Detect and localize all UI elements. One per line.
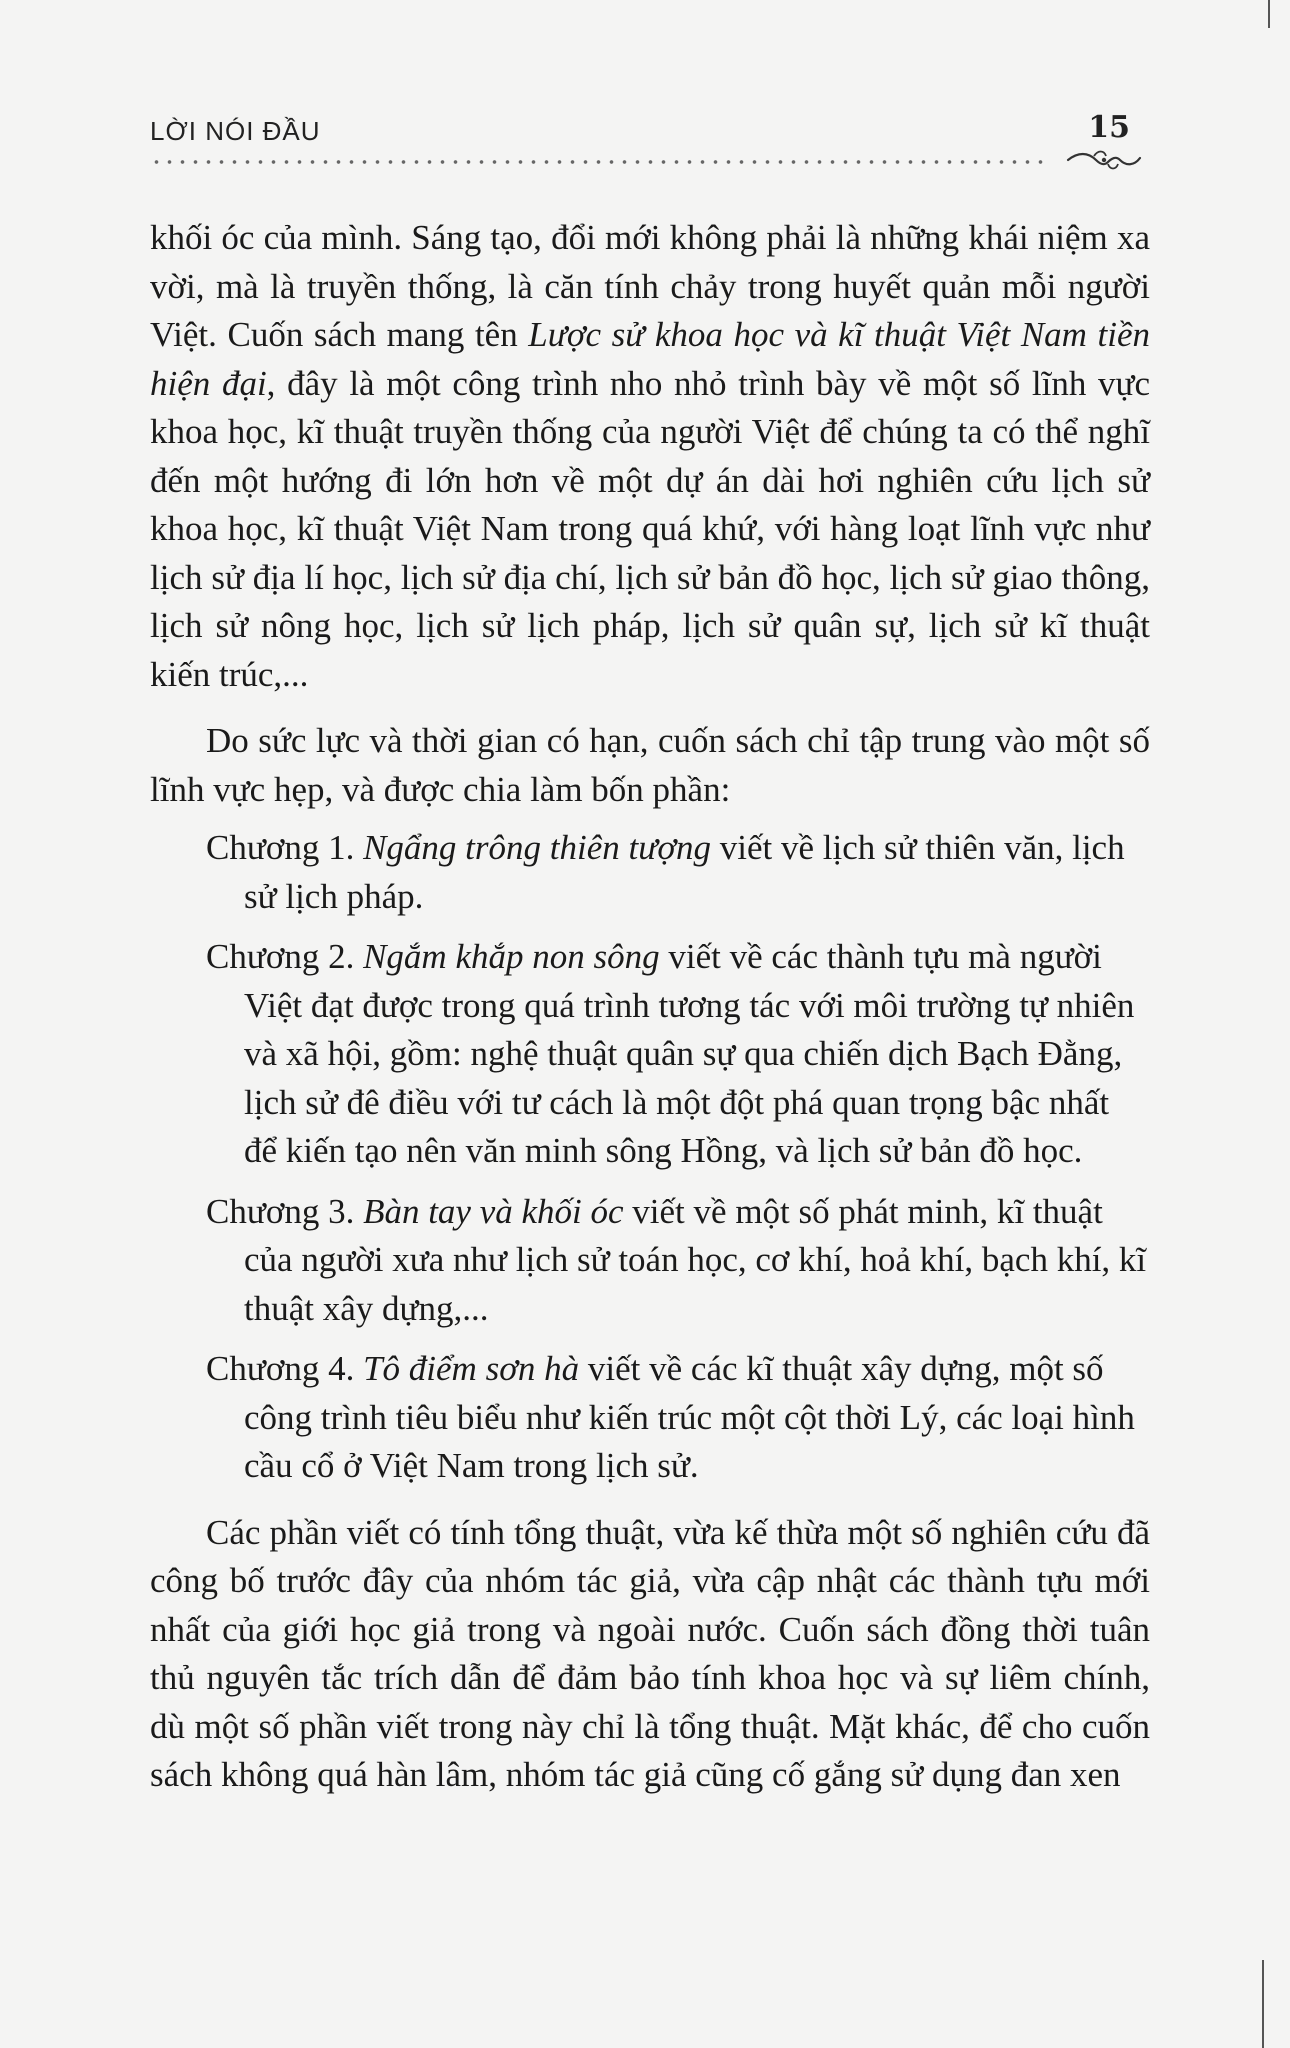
chapter-3-title: Bàn tay và khối óc [363, 1191, 624, 1231]
chapter-1-item: Chương 1. Ngẩng trông thiên tượng viết về lịch sử thiên văn, lịch sử lịch pháp. [206, 828, 1125, 916]
chapter-1-title: Ngẩng trông thiên tượng [363, 828, 711, 867]
chapter-2-item: Chương 2. Ngắm khắp non sông viết về các thành tựu mà người Việt đạt được trong quá trình tương tác với môi trường tự nhiên và xã hội, gồm: nghệ thuật quân sự qua chiến dịch Bạch Đằng, lịch sử đê điều với tư cách là một đột phá quan trọng bậc nhất để kiến tạo nên văn minh sông Hồng, và lịch sử bản đồ học. [206, 937, 1135, 1170]
book-title: Lược sử khoa học và kĩ thuật Việt Nam tiền hiện đại [150, 315, 1150, 403]
paragraph-1: khối óc của mình. Sáng tạo, đổi mới không phải là những khái niệm xa vời, mà là truyền thống, là căn tính chảy trong huyết quản mỗi người Việt. Cuốn sách mang tên Lược sử khoa học và kĩ thuật Việt Nam tiền hiện đại, đây là một công trình nho nhỏ trình bày về một số lĩnh vực khoa học, kĩ thuật truyền thống của người Việt để chúng ta có thể nghĩ đến một hướng đi lớn hơn về một dự án dài hơi nghiên cứu lịch sử khoa học, kĩ thuật Việt Nam trong quá khứ, với hàng loạt lĩnh vực như lịch sử địa lí học, lịch sử địa chí, lịch sử bản đồ học, lịch sử giao thông, lịch sử nông học, lịch sử lịch pháp, lịch sử quân sự, lịch sử kĩ thuật kiến trúc,... [150, 218, 1151, 694]
flourish-ornament-icon [1064, 146, 1144, 172]
page-header [150, 108, 1150, 178]
page-edge-line [1268, 0, 1270, 28]
paragraph-3: Các phần viết có tính tổng thuật, vừa kế thừa một số nghiên cứu đã công bố trước đây của nhóm tác giả, vừa cập nhật các thành tựu mới nhất của giới học giả trong và ngoài nước. Cuốn sách đồng thời tuân thủ nguyên tắc trích dẫn để đảm bảo tính khoa học và sự liêm chính, dù một số phần viết trong này chỉ là tổng thuật. Mặt khác, để cho cuốn sách không quá hàn lâm, nhóm tác giả cũng cố gắng sử dụng đan xen [150, 1512, 1150, 1794]
running-head: LỜI NÓI ĐẦU [150, 116, 321, 146]
chapter-4-item: Chương 4. Tô điểm sơn hà viết về các kĩ thuật xây dựng, một số công trình tiêu biểu như kiến trúc một cột thời Lý, các loại hình cầu cổ ở Việt Nam trong lịch sử. [206, 1349, 1135, 1485]
page-number: 15 [1088, 110, 1130, 145]
page-edge-line-bottom [1262, 1960, 1264, 2048]
chapter-2-title: Ngắm khắp non sông [363, 937, 660, 976]
paragraph-2: Do sức lực và thời gian có hạn, cuốn sách chỉ tập trung vào một số lĩnh vực hẹp, và được chia làm bốn phần: [150, 721, 1150, 809]
chapter-4-title: Tô điểm sơn hà [363, 1349, 580, 1388]
body-text [150, 214, 1150, 1800]
chapter-3-item: Chương 3. Bàn tay và khối óc viết về một số phát minh, kĩ thuật của người xưa như lịch sử toán học, cơ khí, hoả khí, bạch khí, kĩ thuật xây dựng,... [206, 1191, 1147, 1328]
dotted-rule [150, 160, 1050, 164]
